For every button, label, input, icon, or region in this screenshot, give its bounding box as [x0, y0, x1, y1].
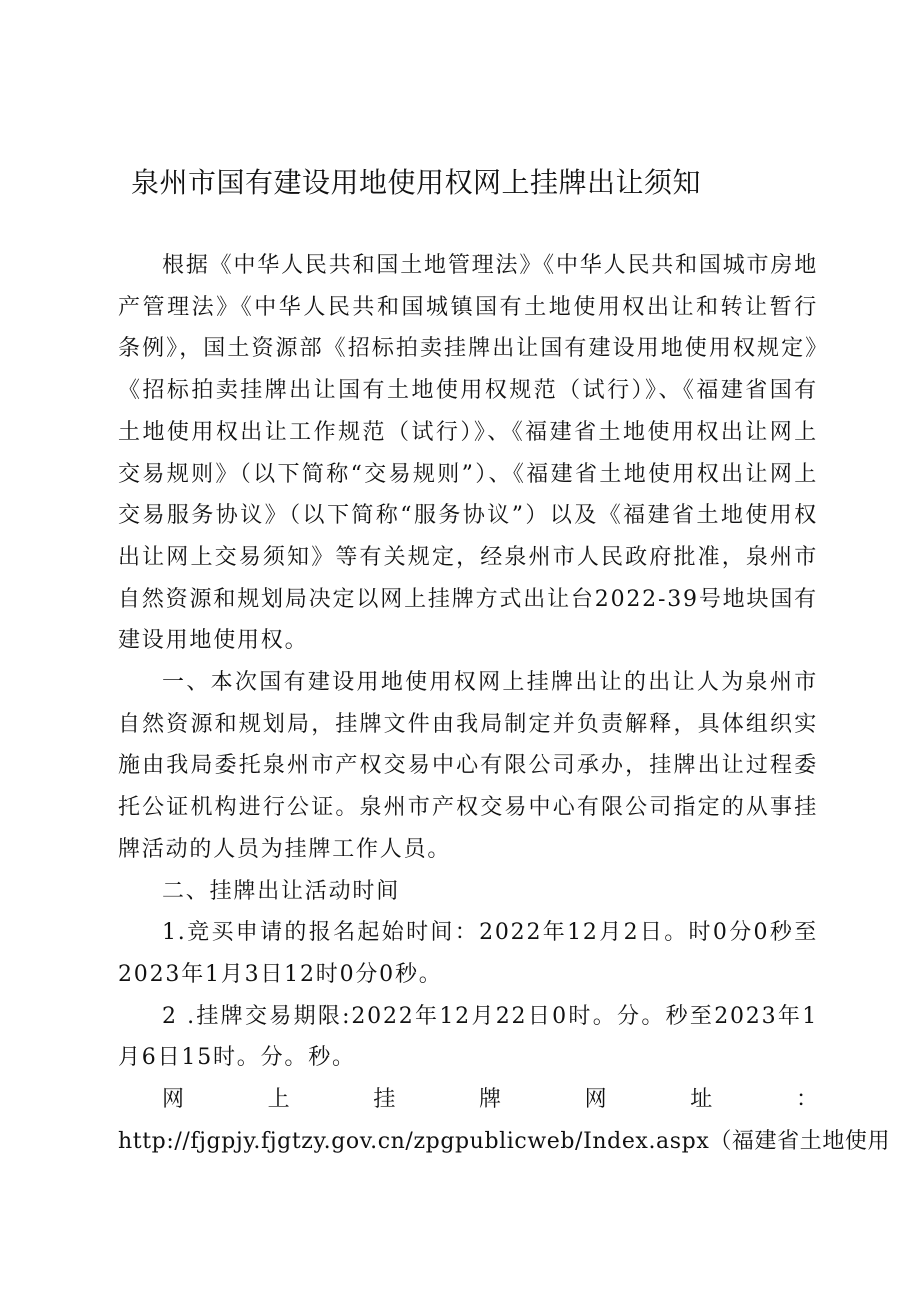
website-label-char: 牌 [478, 1087, 501, 1113]
website-label-char: 挂 [373, 1087, 396, 1113]
registration-time-paragraph: 1.竞买申请的报名起始时间：2022年12月2日。时0分0秒至2023年1月3日12时0分0秒。 [118, 920, 818, 987]
document-title: 泉州市国有建设用地使用权网上挂牌出让须知 [131, 166, 702, 199]
website-label-char: 网 [162, 1087, 185, 1113]
website-url: http://fjgpjy.fjgtzy.gov.cn/zpgpublicweb/Index.aspx（福建省土地使用 [118, 1128, 891, 1154]
section-one-paragraph: 一、本次国有建设用地使用权网上挂牌出让的出让人为泉州市自然资源和规划局，挂牌文件由我局制定并负责解释，具体组织实施由我局委托泉州市产权交易中心有限公司承办，挂牌出让过程委托公证机构进行公证。泉州市产权交易中心有限公司指定的从事挂牌活动的人员为挂牌工作人员。 [118, 670, 818, 862]
section-two-heading: 二、挂牌出让活动时间 [162, 878, 401, 904]
document-body [118, 245, 891, 1162]
intro-paragraph: 根据《中华人民共和国土地管理法》《中华人民共和国城市房地产管理法》《中华人民共和国城镇国有土地使用权出让和转让暂行条例》，国土资源部《招标拍卖挂牌出让国有建设用地使用权规定》《招标拍卖挂牌出让国有土地使用权规范（试行）》、《福建省国有土地使用权出让工作规范（试行）》、《福建省土地使用权出让网上交易规则》（以下简称“交易规则”）、《福建省土地使用权出让网上交易服务协议》（以下简称“服务协议”）以及《福建省土地使用权出让网上交易须知》等有关规定，经泉州市人民政府批准，泉州市自然资源和规划局决定以网上挂牌方式出让台2022-39号地块国有建设用地使用权。 [118, 253, 818, 654]
website-label-char: 址 [690, 1087, 713, 1113]
website-label-char: ： [795, 1087, 818, 1113]
website-label-char: 上 [267, 1087, 290, 1113]
website-label [118, 1079, 818, 1121]
listing-period-paragraph: 2 .挂牌交易期限:2022年12月22日0时。分。秒至2023年1月6日15时。分。秒。 [118, 1003, 818, 1071]
website-label-char: 网 [584, 1087, 607, 1113]
